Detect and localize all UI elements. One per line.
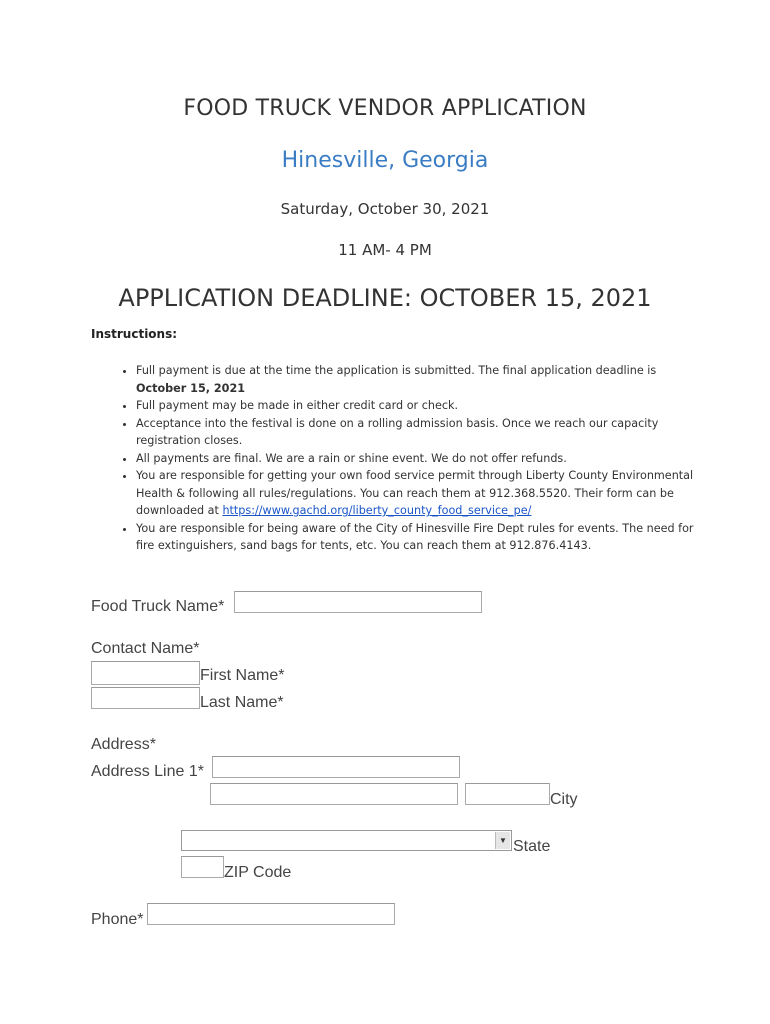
- location-heading: Hinesville, Georgia: [281, 148, 489, 173]
- state-select[interactable]: [181, 830, 512, 851]
- instruction-text: You are responsible for getting your own food service permit through Liberty County Environmental Health & following all rules/regulations. You can reach them at 912.368.5520. Their form can be downloaded at: [136, 469, 694, 517]
- phone-label: Phone*: [91, 911, 144, 928]
- zip-code-label: ZIP Code: [224, 864, 292, 881]
- city-label: City: [550, 791, 578, 808]
- list-item: [136, 520, 706, 555]
- instruction-text: Acceptance into the festival is done on a rolling admission basis. Once we reach our capacity registration closes.: [136, 416, 659, 447]
- first-name-label: First Name*: [200, 667, 285, 684]
- instructions-list: [116, 362, 706, 555]
- event-date: Saturday, October 30, 2021: [280, 200, 490, 218]
- instruction-text: All payments are final. We are a rain or shine event. We do not offer refunds.: [136, 451, 567, 465]
- list-item: [136, 397, 706, 415]
- permit-form-link[interactable]: https://www.gachd.org/liberty_county_food_service_pe/: [222, 504, 532, 517]
- contact-name-label: Contact Name*: [91, 640, 200, 657]
- list-item: [136, 467, 706, 520]
- address-label: Address*: [91, 736, 156, 753]
- food-truck-name-label: Food Truck Name*: [91, 598, 225, 615]
- address-line1-label: Address Line 1*: [91, 763, 204, 780]
- event-time: 11 AM- 4 PM: [338, 241, 432, 259]
- instructions-label: Instructions:: [91, 327, 178, 341]
- deadline-bold: October 15, 2021: [136, 381, 246, 395]
- chevron-down-icon[interactable]: ▼: [495, 832, 510, 849]
- city-field[interactable]: [465, 783, 550, 805]
- last-name-field[interactable]: [91, 687, 200, 709]
- last-name-label: Last Name*: [200, 694, 284, 711]
- food-truck-name-field[interactable]: [234, 591, 482, 613]
- zip-code-field[interactable]: [181, 856, 224, 878]
- instruction-text: You are responsible for being aware of the City of Hinesville Fire Dept rules for events. The need for fire extinguishers, sand bags for tents, etc. You can reach them at 912.876.4143.: [136, 521, 694, 552]
- instruction-text: Full payment is due at the time the application is submitted. The final application deadline is: [136, 364, 657, 377]
- list-item: [136, 362, 706, 397]
- phone-field[interactable]: [147, 903, 395, 925]
- list-item: [136, 415, 706, 450]
- form-title: FOOD TRUCK VENDOR APPLICATION: [183, 96, 587, 121]
- list-item: [136, 450, 706, 468]
- state-label: State: [513, 838, 551, 855]
- address-line1-field[interactable]: [212, 756, 460, 778]
- deadline-heading: APPLICATION DEADLINE: OCTOBER 15, 2021: [118, 284, 652, 312]
- instruction-text: Full payment may be made in either credit card or check.: [136, 399, 459, 412]
- address-line2-field[interactable]: [210, 783, 458, 805]
- first-name-field[interactable]: [91, 661, 200, 685]
